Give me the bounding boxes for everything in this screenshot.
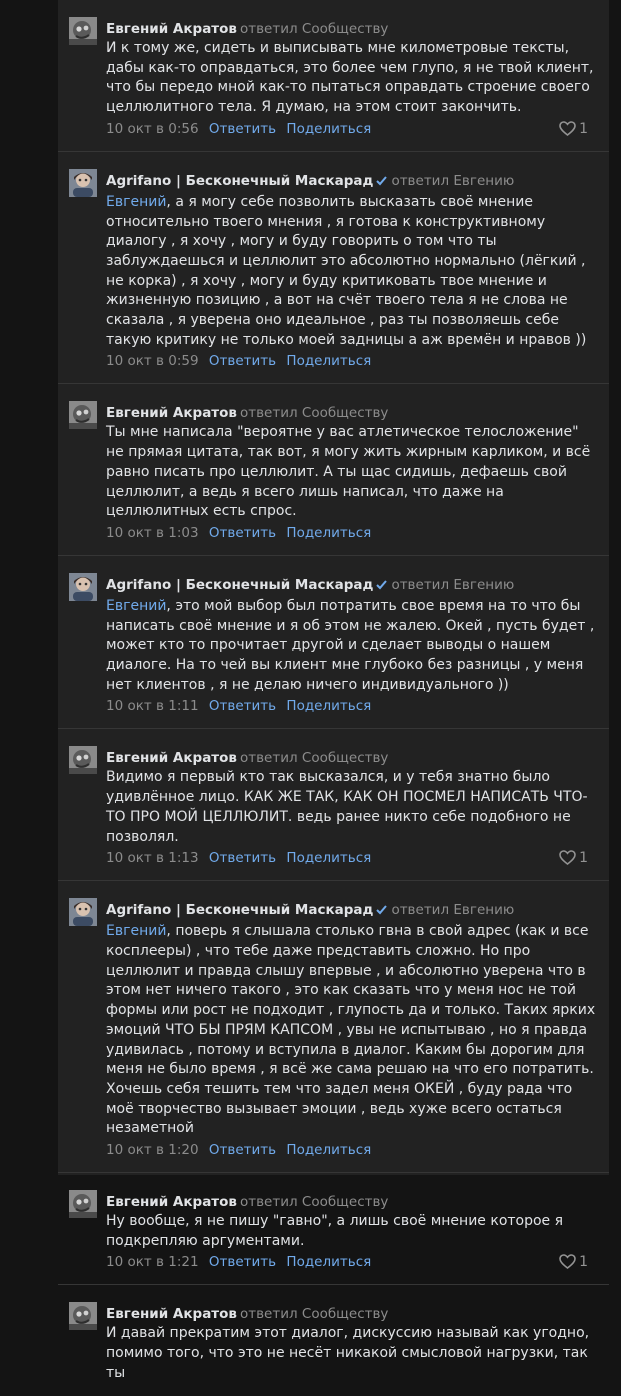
- comment: [58, 555, 609, 729]
- like-count: 1: [579, 120, 588, 137]
- comment-author[interactable]: Agrifano | Бесконечный Маскарад: [106, 576, 374, 593]
- share-button[interactable]: Поделиться: [286, 850, 372, 867]
- reply-to-label: ответил Евгению: [391, 902, 515, 919]
- like-button[interactable]: [559, 848, 588, 868]
- comment-date[interactable]: 10 окт в 1:13: [106, 850, 199, 867]
- mention-link[interactable]: Евгений: [106, 923, 167, 940]
- like-count: 1: [579, 850, 588, 867]
- comment-footer: [106, 119, 597, 139]
- reply-button[interactable]: Ответить: [208, 1254, 277, 1271]
- comment-date[interactable]: 10 окт в 0:56: [106, 120, 199, 137]
- avatar-agrifano[interactable]: [69, 573, 97, 601]
- verified-icon: [375, 578, 388, 596]
- comment-text: [106, 1324, 597, 1383]
- share-button[interactable]: Поделиться: [286, 524, 372, 541]
- comment-text: [106, 597, 597, 696]
- comments-panel: [58, 0, 609, 1381]
- comment-content: Ну вообще, я не пишу "гавно", а лишь своё мнение которое я подкрепляю аргументами.: [106, 1213, 564, 1249]
- comment: [58, 151, 609, 384]
- share-button[interactable]: Поделиться: [286, 353, 372, 370]
- reply-to-label: ответил Евгению: [391, 172, 515, 189]
- comment: [58, 880, 609, 1172]
- reply-button[interactable]: Ответить: [208, 698, 277, 715]
- share-button[interactable]: Поделиться: [286, 698, 372, 715]
- reply-button[interactable]: Ответить: [208, 1142, 277, 1159]
- mention-link[interactable]: Евгений: [106, 193, 167, 210]
- avatar-evgeny[interactable]: [69, 746, 97, 774]
- reply-to-label: ответил Сообществу: [239, 21, 389, 37]
- comment-content: Видимо я первый кто так высказался, и у тебя знатно было удивлённое лицо. КАК ЖЕ ТАК, КАК ОН ПОСМЕЛ НАПИСАТЬ ЧТО-ТО ПРО МОЙ ЦЕЛЛЮЛИТ. ведь ранее никто себе подобного не позволял.: [106, 769, 588, 845]
- verified-icon: [375, 174, 388, 192]
- comment-content: И к тому же, сидеть и выписывать мне километровые тексты, дабы как-то оправдаться, это более чем глупо, я не твой клиент, что бы передо мной как-то пытаться оправдать строение своего целлюлитного тела. Я думаю, на этом стоит закончить.: [106, 40, 594, 116]
- like-count: 1: [579, 1254, 588, 1271]
- comment-author[interactable]: Евгений Акратов: [106, 750, 237, 767]
- heart-icon: [559, 850, 579, 866]
- comment-content: И давай прекратим этот диалог, дискуссию называй как угодно, помимо того, что это не несёт никакой смысловой нагрузки, так ты: [106, 1325, 590, 1381]
- comment: [58, 1172, 609, 1284]
- comment-text: [106, 193, 597, 351]
- comment: [58, 383, 609, 555]
- comment-content: , поверь я слышала столько гвна в свой адрес (как и все косплееры) , что тебе даже представить сложно. Но про целлюлит и правда слышу впервые , и абсолютно уверена что в этом нет ничего такого , это как сказать что у меня нос не той формы или рост не подходит , глупость да и только. Таких ярких эмоций ЧТО БЫ ПРЯМ КАПСОМ , увы не испытываю , но я правда удивилась , потому и вступила в диалог. Каким бы дорогим для меня не было время , я всё же сама решаю на что его потратить. Хочешь себя тешить тем что задел меня ОКЕЙ , буду рада что моё творчество вызывает эмоции , ведь хуже всего остаться незаметной: [106, 923, 596, 1137]
- like-button[interactable]: [559, 1252, 588, 1272]
- comment-thread: [58, 0, 609, 1396]
- comment-author[interactable]: Евгений Акратов: [106, 405, 237, 422]
- comment-author[interactable]: Евгений Акратов: [106, 1194, 237, 1211]
- comment-author[interactable]: Евгений Акратов: [106, 21, 237, 37]
- reply-button[interactable]: Ответить: [208, 120, 277, 137]
- comment: [58, 1284, 609, 1395]
- reply-to-label: ответил Евгению: [391, 576, 515, 593]
- reply-to-label: ответил Сообществу: [239, 1306, 389, 1323]
- comment-author[interactable]: Agrifano | Бесконечный Маскарад: [106, 902, 374, 919]
- reply-button[interactable]: Ответить: [208, 850, 277, 867]
- comment-date[interactable]: 10 окт в 1:21: [106, 1254, 199, 1271]
- comment-footer: [106, 351, 597, 371]
- comment-date[interactable]: 10 окт в 1:20: [106, 1142, 199, 1159]
- comment-footer: [106, 1140, 597, 1160]
- reply-to-label: ответил Сообществу: [239, 1194, 389, 1211]
- reply-button[interactable]: Ответить: [208, 353, 277, 370]
- comment-footer: [106, 848, 597, 868]
- comment-content: , а я могу себе позволить высказать своё мнение относительно твоего мнения , я готова к конструктивному диалогу , я хочу , могу и буду говорить о том что ты заблуждаешься и целлюлит это абсолютно нормально (лёгкий , не корка) , я хочу , могу и буду критиковать твое мнение и жизненную позицию , а вот на счёт твоего тела я не слова не сказала , я уверена оно идеальное , раз ты позволяешь себе такую критику не только моей задницы а аж времён и нравов )): [106, 193, 587, 348]
- comment-text: [106, 423, 597, 522]
- avatar-evgeny[interactable]: [69, 1190, 97, 1218]
- comment-date[interactable]: 10 окт в 0:59: [106, 353, 199, 370]
- comment-text: [106, 39, 597, 118]
- mention-link[interactable]: Евгений: [106, 597, 167, 614]
- comment-content: , это мой выбор был потратить свое время на то что бы написать своё мнение и я об этом не жалею. Окей , пусть будет , может кто то прочитает другой и сделает выводы о нашем диалоге. На то чей вы клиент мне глубоко без разницы , у меня нет клиентов , я не делаю ничего индивидуального )): [106, 597, 595, 693]
- comment-author[interactable]: Евгений Акратов: [106, 1306, 237, 1323]
- reply-to-label: ответил Сообществу: [239, 405, 389, 422]
- comment-date[interactable]: 10 окт в 1:03: [106, 524, 199, 541]
- comment: [58, 728, 609, 880]
- comment-footer: [106, 696, 597, 716]
- comment-footer: [106, 523, 597, 543]
- comment-date[interactable]: 10 окт в 1:11: [106, 698, 199, 715]
- comment-text: [106, 1212, 597, 1251]
- comment: [58, 0, 609, 151]
- comment-text: [106, 768, 597, 847]
- comment-footer: [106, 1252, 597, 1272]
- avatar-evgeny[interactable]: [69, 17, 97, 45]
- share-button[interactable]: Поделиться: [286, 120, 372, 137]
- comment-text: [106, 922, 597, 1139]
- heart-icon: [559, 1254, 579, 1270]
- avatar-evgeny[interactable]: [69, 1302, 97, 1330]
- share-button[interactable]: Поделиться: [286, 1254, 372, 1271]
- heart-icon: [559, 121, 579, 137]
- comment-content: Ты мне написала "вероятне у вас атлетическое телосложение" не прямая цитата, так вот, я могу жить жирным карликом, и всё равно писать про целлюлит. А ты щас сидишь, дефаешь свой целлюлит, а ведь я всего лишь написал, что даже на целлюлитных есть спрос.: [106, 424, 591, 520]
- comment-author[interactable]: Agrifano | Бесконечный Маскарад: [106, 172, 374, 189]
- avatar-agrifano[interactable]: [69, 169, 97, 197]
- share-button[interactable]: Поделиться: [286, 1142, 372, 1159]
- reply-button[interactable]: Ответить: [208, 524, 277, 541]
- avatar-agrifano[interactable]: [69, 898, 97, 926]
- like-button[interactable]: [559, 119, 588, 139]
- avatar-evgeny[interactable]: [69, 401, 97, 429]
- reply-to-label: ответил Сообществу: [239, 750, 389, 767]
- verified-icon: [375, 903, 388, 921]
